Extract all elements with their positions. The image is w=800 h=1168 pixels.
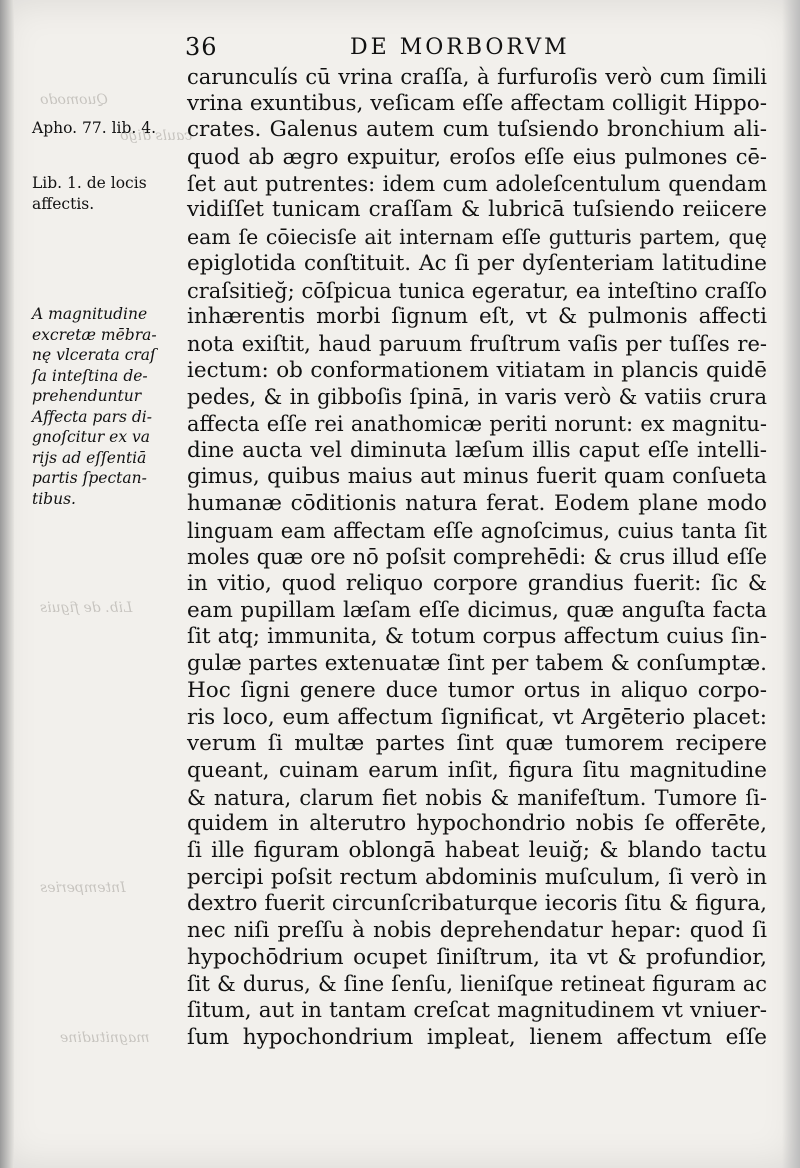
show-through-text: magnitudine <box>60 1030 150 1046</box>
page-edge-shadow <box>782 0 800 1168</box>
text-line: linguam eam affectam eſſe agnoſcimus, cuius tanta ſit <box>187 518 767 543</box>
text-line: ris loco, eum affectum ſignificat, vt Argēterio placet: <box>187 704 767 730</box>
text-line: quidem in alterutro hypochondrio nobis ſe offerēte, <box>187 811 767 837</box>
text-line: vrina exuntibus, veſicam eſſe affectam colligit Hippo- <box>187 90 767 116</box>
text-line: ſum hypochondrium impleat, lienem affectum eſſe <box>187 1024 767 1050</box>
margin-note-line: ſa inteſtina de- <box>32 366 148 385</box>
text-line: nec niſi preſſu à nobis deprehendatur hepar: quod ſi <box>187 918 767 943</box>
text-line: Hoc ſigni genere duce tumor ortus in aliquo corpo- <box>187 677 767 703</box>
show-through-text: Lib. de figuis <box>40 600 133 616</box>
text-line: carunculís cū vrina craſſa, à furfuroſis verò cum ſimili <box>187 65 767 89</box>
text-line: quod ab ægro expuitur, eroſos eſſe eius pulmones cē- <box>187 145 767 170</box>
text-line: hypochōdrium ocupet ſiniſtrum, ita vt & profundior, <box>187 944 767 970</box>
page-number: 36 <box>185 33 218 61</box>
margin-note-line: Affecta pars di- <box>32 407 152 426</box>
show-through-text: Quomodo <box>40 92 109 108</box>
show-through-text: cauls digo <box>120 128 193 144</box>
text-line: crates. Galenus autem cum tuſsiendo bronchium ali- <box>187 117 767 143</box>
margin-note-line: nę vlcerata craſ <box>32 346 156 364</box>
text-line: in vitio, quod reliquo corpore grandius fuerit: ſic & <box>187 571 767 597</box>
text-line: ſit atq; immunita, & totum corpus affectum cuius ſin- <box>187 624 767 650</box>
text-line: & natura, clarum fiet nobis & manifeſtum. Tumore ſi- <box>187 785 767 810</box>
margin-note-de-locis <box>32 173 182 214</box>
main-text-column <box>187 64 767 1051</box>
margin-note-line: rijs ad eſſentiā <box>32 448 147 467</box>
margin-note-line: Apho. 77. lib. 4. <box>32 119 157 137</box>
text-line: gimus, quibus maius aut minus fuerit quam conſueta <box>187 464 767 490</box>
text-line: nota exiſtit, haud paruum fruſtrum vaſis per tuſſes re- <box>187 331 767 356</box>
text-line: ſet aut putrentes: idem cum adoleſcentulum quendam <box>187 171 767 196</box>
text-line: epiglotida conſtituit. Ac ſi per dyſenteriam latitudine <box>187 250 767 276</box>
text-line: inhærentis morbi ſignum eſt, vt & pulmonis affecti <box>187 304 767 330</box>
text-line: eam pupillam læſam eſſe dicimus, quæ anguſta facta <box>187 597 767 623</box>
text-line: affecta eſſe rei anathomicæ periti norunt: ex magnitu- <box>187 411 767 436</box>
text-line: queant, cuinam earum inſit, figura ſitu magnitudine <box>187 757 767 783</box>
margin-note-magnitudine <box>32 304 182 509</box>
text-line: percipi poſsit rectum abdominis muſculum, ſi verò in <box>187 864 767 890</box>
text-line: ſit & durus, & ſine ſenſu, lieniſque retineat figuram ac <box>187 972 767 997</box>
page-header <box>185 33 775 63</box>
text-line: moles quæ ore nō poſsit comprehēdi: & crus illud eſſe <box>187 545 767 570</box>
margin-note-line: Lib. 1. de locis <box>32 174 147 192</box>
text-line: craſsitieğ; cōſpicua tunica egeratur, ea inteſtino craſſo <box>187 278 767 303</box>
text-line: pedes, & in gibboſis ſpinā, in varis verò & vatiis crura <box>187 385 767 410</box>
text-line: dextro fuerit circunſcribaturque iecoris ſitu & figura, <box>187 891 767 917</box>
margin-note-aphorism <box>32 118 182 139</box>
text-line: verum ſi multæ partes ſint quæ tumorem recipere <box>187 731 767 757</box>
page-binding-shadow <box>0 0 14 1168</box>
text-line: humanæ cōditionis natura ferat. Eodem plane modo <box>187 491 767 516</box>
text-line: gulæ partes extenuatæ ſint per tabem & conſumptæ. <box>187 651 767 677</box>
margin-note-line: prehenduntur <box>32 387 142 405</box>
text-line: vidiſſet tunicam craſſam & lubricā tuſsiendo reiicere <box>187 197 767 223</box>
show-through-text: Intemperies <box>40 880 126 896</box>
margin-note-line: tibus. <box>32 489 76 508</box>
margin-note-line: partis ſpectan- <box>32 469 147 487</box>
text-line: ſitum, aut in tantam creſcat magnitudinem vt vniuer- <box>187 998 767 1024</box>
text-line: eam ſe cōiecisſe ait internam eſſe gutturis partem, quę <box>187 225 767 250</box>
text-line: iectum: ob conformationem vitiatam in plancis quidē <box>187 357 767 383</box>
text-line: ſi ille figuram oblongā habeat leuiğ; & blando tactu <box>187 837 767 863</box>
margin-note-line: affectis. <box>32 194 95 213</box>
margin-note-line: A magnitudine <box>32 305 148 323</box>
running-title: DE MORBORVM <box>350 35 570 60</box>
margin-note-line: excretæ mēbra- <box>32 325 157 344</box>
margin-note-line: gnoſcitur ex va <box>32 428 150 446</box>
text-line: dine aucta vel diminuta læſum illis caput eſſe intelli- <box>187 437 767 463</box>
